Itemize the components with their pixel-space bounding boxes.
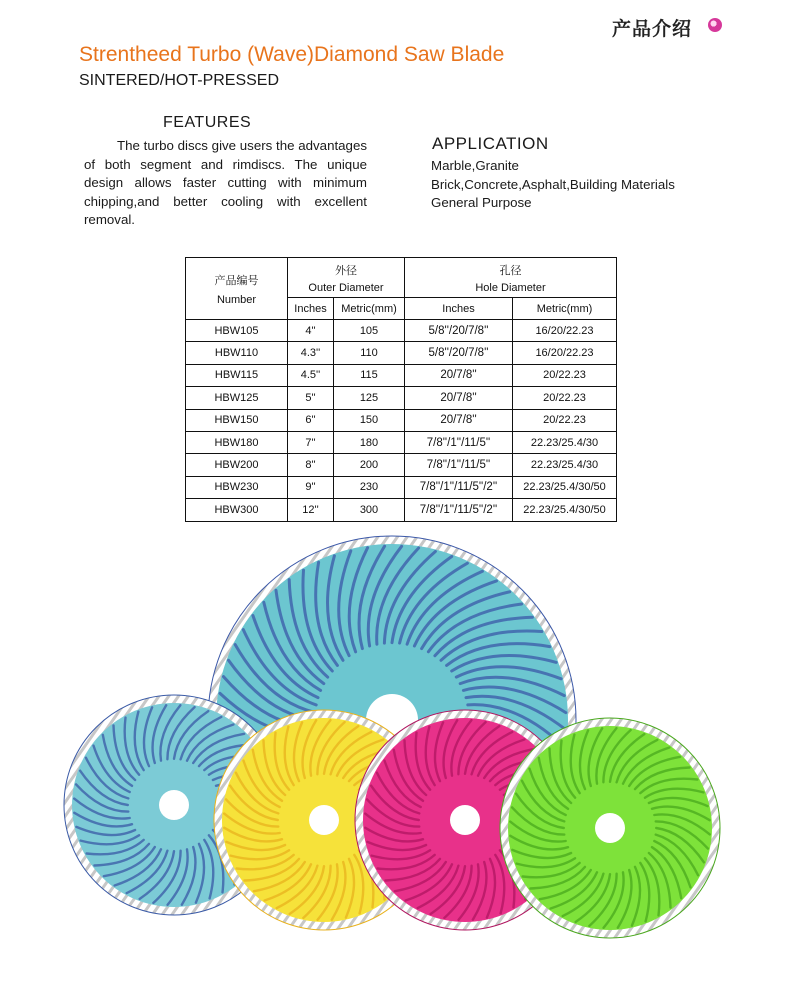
application-item: Brick,Concrete,Asphalt,Building Materials bbox=[431, 176, 675, 192]
cell-inches: 7'' bbox=[288, 431, 334, 453]
cell-inches: 12'' bbox=[288, 499, 334, 521]
product-title: Strentheed Turbo (Wave)Diamond Saw Blade bbox=[79, 43, 505, 66]
cell-number: HBW125 bbox=[186, 387, 288, 409]
hole-metric-header: Metric(mm) bbox=[513, 298, 617, 320]
cell-inches: 4.3'' bbox=[288, 342, 334, 364]
cell-hole-inches: 7/8''/1''/11/5''/2'' bbox=[405, 476, 513, 498]
outer-inches-header: Inches bbox=[288, 298, 334, 320]
cell-metric: 150 bbox=[334, 409, 405, 431]
outer-header-en: Outer Diameter bbox=[308, 281, 384, 294]
cell-number: HBW115 bbox=[186, 364, 288, 386]
cell-hole-metric: 22.23/25.4/30/50 bbox=[513, 476, 617, 498]
cell-number: HBW110 bbox=[186, 342, 288, 364]
application-item: Marble,Granite bbox=[431, 158, 519, 173]
hole-inches-header: Inches bbox=[405, 298, 513, 320]
cell-inches: 4.5'' bbox=[288, 364, 334, 386]
cell-hole-inches: 20/7/8'' bbox=[405, 409, 513, 431]
arbor-hole bbox=[595, 813, 625, 843]
cell-hole-inches: 20/7/8'' bbox=[405, 387, 513, 409]
cell-number: HBW105 bbox=[186, 320, 288, 342]
cell-hole-metric: 22.23/25.4/30 bbox=[513, 431, 617, 453]
outer-metric-header: Metric(mm) bbox=[334, 298, 405, 320]
cell-inches: 9'' bbox=[288, 476, 334, 498]
table-row bbox=[186, 431, 617, 453]
cell-hole-metric: 16/20/22.23 bbox=[513, 320, 617, 342]
hole-diameter-header bbox=[405, 258, 617, 298]
arbor-hole bbox=[309, 805, 339, 835]
table-row bbox=[186, 364, 617, 386]
cell-hole-inches: 7/8''/1''/11/5''/2'' bbox=[405, 499, 513, 521]
cell-metric: 200 bbox=[334, 454, 405, 476]
application-item: General Purpose bbox=[431, 195, 532, 210]
number-header-cn: 产品编号 bbox=[214, 273, 259, 287]
cell-hole-metric: 16/20/22.23 bbox=[513, 342, 617, 364]
table-row bbox=[186, 499, 617, 521]
cell-metric: 125 bbox=[334, 387, 405, 409]
cell-hole-inches: 7/8''/1''/11/5'' bbox=[405, 431, 513, 453]
cell-inches: 8'' bbox=[288, 454, 334, 476]
saw-blade-green bbox=[500, 718, 720, 938]
header-cn-label: 产品介绍 bbox=[611, 18, 692, 40]
cell-metric: 230 bbox=[334, 476, 405, 498]
number-header bbox=[186, 258, 288, 320]
cell-hole-inches: 7/8''/1''/11/5'' bbox=[405, 454, 513, 476]
cell-metric: 180 bbox=[334, 431, 405, 453]
cell-inches: 5'' bbox=[288, 387, 334, 409]
cell-hole-inches: 20/7/8'' bbox=[405, 364, 513, 386]
table-row bbox=[186, 476, 617, 498]
spec-table bbox=[185, 257, 617, 522]
cell-number: HBW200 bbox=[186, 454, 288, 476]
cell-metric: 105 bbox=[334, 320, 405, 342]
bullet-icon bbox=[708, 18, 722, 32]
table-row bbox=[186, 320, 617, 342]
cell-hole-metric: 20/22.23 bbox=[513, 409, 617, 431]
application-heading: APPLICATION bbox=[432, 134, 549, 153]
cell-hole-metric: 20/22.23 bbox=[513, 387, 617, 409]
hole-header-en: Hole Diameter bbox=[475, 281, 546, 294]
table-row bbox=[186, 387, 617, 409]
hole-header-cn: 孔径 bbox=[499, 263, 522, 277]
cell-metric: 115 bbox=[334, 364, 405, 386]
number-header-en: Number bbox=[216, 293, 257, 306]
cell-number: HBW180 bbox=[186, 431, 288, 453]
arbor-hole bbox=[159, 790, 189, 820]
application-list bbox=[431, 157, 675, 213]
cell-number: HBW230 bbox=[186, 476, 288, 498]
outer-diameter-header bbox=[288, 258, 405, 298]
cell-hole-inches: 5/8''/20/7/8'' bbox=[405, 320, 513, 342]
table-row bbox=[186, 342, 617, 364]
cell-number: HBW150 bbox=[186, 409, 288, 431]
cell-number: HBW300 bbox=[186, 499, 288, 521]
features-heading: FEATURES bbox=[163, 114, 252, 131]
cell-hole-metric: 22.23/25.4/30/50 bbox=[513, 499, 617, 521]
cell-hole-inches: 5/8''/20/7/8'' bbox=[405, 342, 513, 364]
table-row bbox=[186, 409, 617, 431]
cell-metric: 110 bbox=[334, 342, 405, 364]
saw-blades-illustration bbox=[0, 530, 800, 988]
product-subtitle: SINTERED/HOT-PRESSED bbox=[79, 72, 280, 89]
arbor-hole bbox=[450, 805, 480, 835]
cell-inches: 6'' bbox=[288, 409, 334, 431]
table-row bbox=[186, 454, 617, 476]
cell-hole-metric: 20/22.23 bbox=[513, 364, 617, 386]
features-text: The turbo discs give users the advantages of both segment and rimdiscs. The unique design allows faster cutting with minimum chipping,and better cooling with excellent removal. bbox=[84, 138, 367, 227]
cell-inches: 4'' bbox=[288, 320, 334, 342]
outer-header-cn: 外径 bbox=[335, 263, 357, 277]
cell-metric: 300 bbox=[334, 499, 405, 521]
cell-hole-metric: 22.23/25.4/30 bbox=[513, 454, 617, 476]
